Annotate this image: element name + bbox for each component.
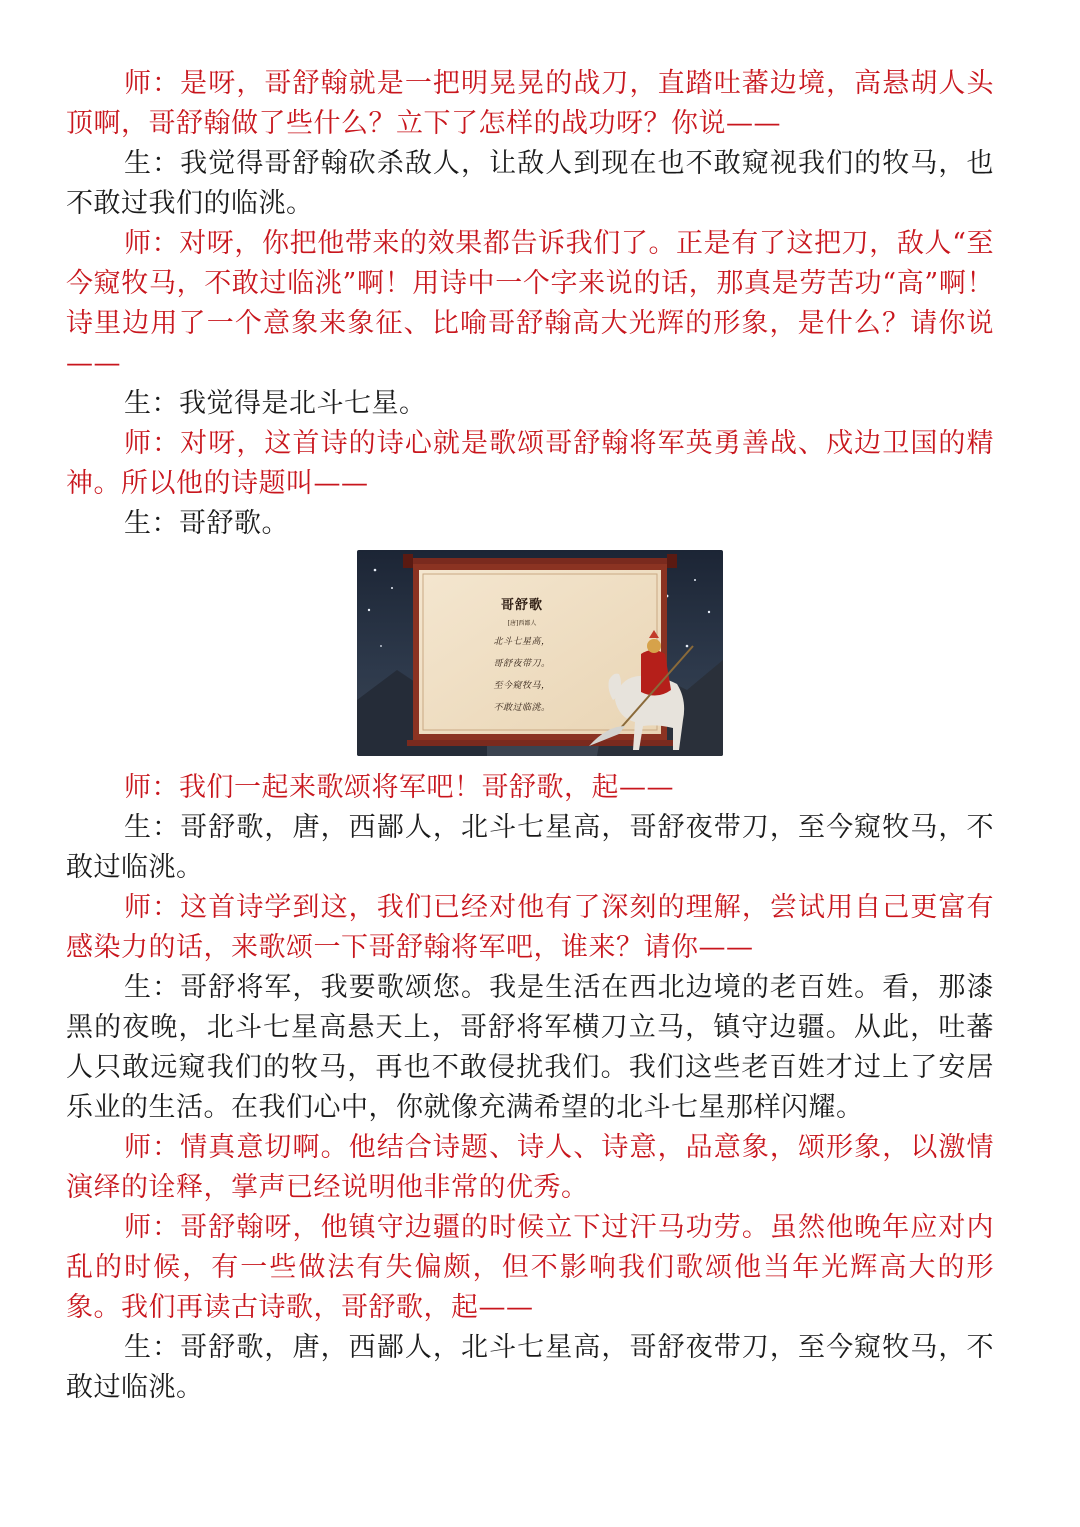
teacher-line: 师：对呀，你把他带来的效果都告诉我们了。正是有了这把刀，敌人“至今窥牧马，不敢过临洮”啊！用诗中一个字来说的话，那真是劳苦功“高”啊！诗里边用了一个意象来象征、比喻哥舒翰高大光辉的形象，是什么？请你说—— <box>66 228 994 379</box>
poem-line: 哥舒夜带刀。 <box>493 659 551 669</box>
teacher-line: 师：情真意切啊。他结合诗题、诗人、诗意，品意象，颂形象，以激情演绎的诠释，掌声已经说明他非常的优秀。 <box>66 1132 994 1203</box>
student-line: 生：我觉得哥舒翰砍杀敌人，让敌人到现在也不敢窥视我们的牧马，也不敢过我们的临洮。 <box>66 148 994 219</box>
poem-line: 北斗七星高， <box>493 637 551 647</box>
student-line: 生：哥舒歌，唐，西鄙人，北斗七星高，哥舒夜带刀，至今窥牧马，不敢过临洮。 <box>66 1332 994 1403</box>
teacher-line: 师：是呀，哥舒翰就是一把明晃晃的战刀，直踏吐蕃边境，高悬胡人头顶啊，哥舒翰做了些什么？立下了怎样的战功呀？你说—— <box>66 68 994 139</box>
teacher-line: 师：这首诗学到这，我们已经对他有了深刻的理解，尝试用自己更富有感染力的话，来歌颂一下哥舒翰将军吧，谁来？请你—— <box>66 892 994 963</box>
poem-title: 哥舒歌 <box>500 598 543 613</box>
poem-line: 不敢过临洮。 <box>493 703 551 713</box>
document-page <box>66 64 994 1408</box>
poem-illustration <box>357 550 723 756</box>
poem-illustration-container <box>66 550 994 760</box>
poem-author: [唐]西鄙人 <box>507 620 537 627</box>
teacher-line: 师：对呀，这首诗的诗心就是歌颂哥舒翰将军英勇善战、戍边卫国的精神。所以他的诗题叫—— <box>66 428 994 499</box>
student-line: 生：哥舒歌，唐，西鄙人，北斗七星高，哥舒夜带刀，至今窥牧马，不敢过临洮。 <box>66 812 994 883</box>
teacher-line: 师：我们一起来歌颂将军吧！哥舒歌，起—— <box>124 772 674 803</box>
teacher-line: 师：哥舒翰呀，他镇守边疆的时候立下过汗马功劳。虽然他晚年应对内乱的时候，有一些做法有失偏颇，但不影响我们歌颂他当年光辉高大的形象。我们再读古诗歌，哥舒歌，起—— <box>66 1212 994 1323</box>
student-line: 生：哥舒将军，我要歌颂您。我是生活在西北边境的老百姓。看，那漆黑的夜晚，北斗七星高悬天上，哥舒将军横刀立马，镇守边疆。从此，吐蕃人只敢远窥我们的牧马，再也不敢侵扰我们。我们这些老百姓才过上了安居乐业的生活。在我们心中，你就像充满希望的北斗七星那样闪耀。 <box>66 972 994 1123</box>
student-line: 生：我觉得是北斗七星。 <box>124 388 427 419</box>
poem-line: 至今窥牧马， <box>493 681 551 691</box>
student-line: 生：哥舒歌。 <box>124 508 289 539</box>
poem-text-overlay <box>357 550 723 756</box>
